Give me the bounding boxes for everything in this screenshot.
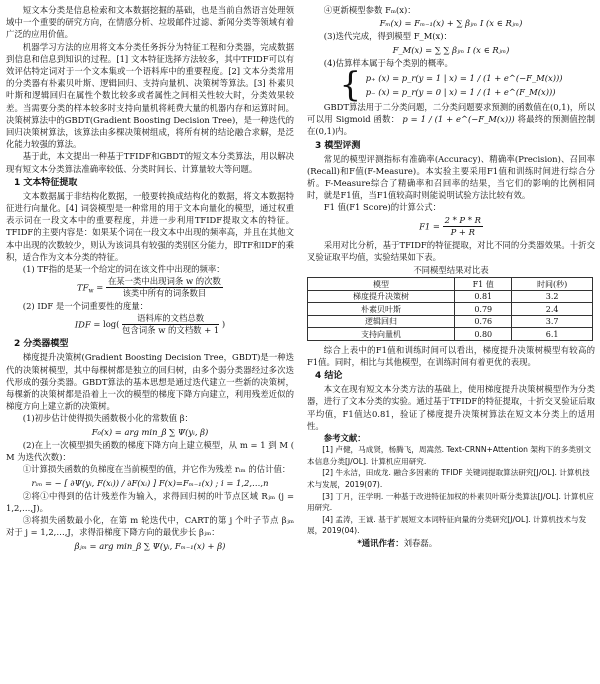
table-cell: 0.76 [455,315,512,328]
tf-lhs: TF [77,282,89,293]
f1-numerator: 2 * P * R [444,214,481,225]
f1-intro: F1 值(F1 Score)的计算公式： [323,202,441,213]
table-header: 模型 [308,278,455,291]
f1-denominator: P + R [450,226,475,237]
f1-lhs: F1 [419,221,431,232]
author-name: 刘春磊。 [403,537,438,548]
f1-equation: F1 = $\frac{2 * P * R}{P + R}$ [419,214,481,237]
reference-item: [2] 牛永洁，田成龙. 融合多因素的 TFIDF 关键词提取算法研究[J/OL]. 计算机技术与发展，2019(07). [307,468,590,489]
references-heading: 参考文献： [323,432,366,443]
table-cell: 3.7 [512,315,593,328]
final-model-step: (3)迭代完成，得到模型 F_M(x)： [323,31,452,42]
table-cell: 0.81 [455,290,512,303]
table-cell: 0.79 [455,303,512,316]
idf-equation [6,313,294,336]
step2-paragraph: (2)在上一次模型损失函数的梯度下降方向上建立模型，从 m = 1 到 M ( M 为迭代次数)： [6,439,294,463]
beta-equation: βⱼₘ = arg min_β ∑ Ψ(yᵢ, Fₘ₋₁(x) + β) [74,540,226,551]
comparison-paragraph: 采用对比分析，基于TFIDF的特征提取，对比不同的分类器效果。十折交叉验证取平均值，实验结果如下表。 [307,239,595,262]
ml-methods-paragraph: 机器学习方法的应用将文本分类任务拆分为特征工程和分类器，完成数据到信息和信息到知识的过程。[1] 文本特征选择方法较多，其中TFIDF可以有效评估特定词对于一个文本集或一个语料库中的重要程度。[2] 文本分类常用的分类器有朴素贝叶斯、逻辑回归、支持向量机、决策树等算法。[3] 朴素贝叶斯和逻辑回归在属性个数比较多或者属性之间相关性较大时，分类效果较差。当需要分类的样本较多时支持向量机将耗费大量的机器内存和运算时间。决策树算法中的GBDT(Gradient Boosting Decision Tree)，是一种迭代的回归决策树算法，该算法由多棵决策树组成，将所有树的结论融合求解，是泛化能力较强的算法。 [6,41,294,150]
gbdt-paragraph: 梯度提升决策树(Gradient Boosting Decision Tree，GBDT)是一种迭代的决策树模型，其中每棵树都是独立的回归树，由多个弱分类器经过多次迭代形成的强分类器。GBDT算法的基本思想是通过迭代建立一些新的决策树，每棵新的决策树都是沿着上一次的模型的梯度下降方向建立，利用残差近似的梯度方向上建立新的决策树。 [6,352,294,412]
table-row [308,315,593,328]
table-cell: 2.4 [512,303,593,316]
left-column [6,4,294,553]
table-title: 不同模型结果对比表 [413,265,489,276]
step2b-paragraph: ②将①中得到的估计残差作为输入，求得回归树的叶节点区域 Rⱼₘ (j = 1,2,…,J)。 [6,490,294,513]
table-row [308,303,593,316]
step1-paragraph: (1)初步估计使得损失函数极小化的常数值 β： [22,413,193,424]
table-cell: 3.2 [512,290,593,303]
idf-numerator: 语料库的文档总数 [122,313,219,325]
section-heading-feature-extraction: 1 文本特征提取 [14,177,78,188]
sigmoid-text: GBDT算法用于二分类问题，二分类问题要求预测的函数值在(0,1)，所以可以用 Sigmoid 函数： [307,102,595,125]
reference-item: [1] 卢健，马成贤，杨腾飞，周嵩然. Text-CRNN+Attention 架构下的多类别文本信息分类[J/OL]. 计算机应用研究. [307,445,592,466]
corresponding-author [357,537,595,549]
reference-item: [4] 孟涛，王诚. 基于扩展短文本词特征向量的分类研究[J/OL]. 计算机技术与发展，2019(04). [307,514,587,536]
evaluation-paragraph: 常见的模型评测指标有准确率(Accuracy)、精确率(Precision)、召回率(Recall)和F值(F-Measure)。本实验主要采用F1值和训练时间进行综合分析。F-Measure综合了精确率和召回率的结果，当它们的影响的比例相同时，就是F1值，当F1值较高时则能说明试验方法比较有效。 [307,153,595,201]
results-paragraph: 综合上表中的F1值和训练时间可以看出，梯度提升决策树模型有较高的F1值。同时，相比与其他模型，在训练时间有着更优的表现。 [307,344,595,367]
section-heading-classifier: 2 分类器模型 [14,339,69,350]
section-heading-evaluation: 3 模型评测 [315,140,361,151]
table-cell: 0.80 [455,328,512,341]
author-label: *通讯作者： [357,537,404,548]
tf-fraction [106,276,223,299]
step2c-paragraph: ③将损失函数最小化，在第 m 轮迭代中，CART的第 j 个叶子节点 βⱼₘ 对于 j = 1,2,…,J，求得沿梯度下降方向的最优步长 βⱼₘ： [6,515,294,538]
table-cell: 6.1 [512,328,593,341]
probability-cases [366,71,563,99]
tf-numerator: 在某一类中出现词条 w 的次数 [107,276,221,287]
feature-extraction-paragraph: 文本数据属于非结构化数据，一般要转换成结构化的数据，将文本数据特征进行向量化。[4] 词袋模型是一种常用的用于文本向量化的模型，通过权重表示词在一段文本中的重要程度，并进一步利用TFIDF提取文本的特征。TFIDF的主要内容是：如果某个词在一段文本中出现的频率高，并且在其他文本中出现的次数较少，则认为该词具有较强的类别区分能力，即TF和IDF的乘积，适合作为文本分类的特征。 [6,190,294,262]
table-header: 时间(秒) [512,278,593,291]
table-header-row [308,278,593,291]
table-row [308,290,593,303]
prob-positive: p₊ (x) = p_r(y = 1 | x) = 1 / (1 + e^(−F_M(x))) [365,73,563,84]
idf-denominator: 包含词条 w 的文档数 + 1 [122,325,220,336]
residual-equation: rᵢₘ = − [ ∂Ψ(yᵢ, F(xᵢ)) / ∂F(xᵢ) ] F(x)=Fₘ₋₁(x) ; i = 1,2,…,n [31,477,269,488]
step2a-paragraph: ①计算损失函数的负梯度在当前模型的值，并它作为残差 rᵢₘ 的估计值： [22,464,291,475]
table-cell: 朴素贝叶斯 [308,303,455,316]
f0-equation: F₀(x) = arg min_β ∑ Ψ(yᵢ, β) [91,426,209,437]
proposal-paragraph: 基于此，本文提出一种基于TFIDF和GBDT的短文本分类算法，用以解决现有短文本分类算法准确率较低、分类时间长、计算量较大等问题。 [6,151,294,174]
section-heading-conclusion: 4 结论 [315,371,343,382]
sigmoid-paragraph [307,101,595,138]
prob-negative: p₋ (x) = p_r(y = 0 | x) = 1 / (1 + e^(F_M(x))) [365,87,556,98]
table-cell: 支持向量机 [308,328,455,341]
reference-item: [3] 丁月，汪学明. 一种基于改进特征加权的朴素贝叶斯分类算法[J/OL]. 计算机应用研究. [307,491,594,513]
conclusion-paragraph: 本文在现有短文本分类方法的基础上，使用梯度提升决策树模型作为分类器，进行了文本分类的实验。通过基于TFIDF的特征提取，十折交叉验证后取平均值，F1值达0.81，验证了梯度提升决策树算法在短文本分类上的适用性。 [307,384,595,431]
update-equation: Fₘ(x) = Fₘ₋₁(x) + ∑ βⱼₘ I (x ∈ Rⱼₘ) [379,18,523,29]
sigmoid-formula: p = 1 / (1 + e^(−F_M(x))) [402,114,515,125]
left-brace-icon: { [339,65,362,106]
idf-definition: (2) IDF 是一个词重要性的度量： [22,301,148,312]
tf-definition: (1) TF指的是某一个给定的词在该文件中出现的频率： [22,264,225,275]
tf-denominator: 该类中所有的词条数目 [122,288,207,299]
table-header: F1 值 [455,278,512,291]
probability-system [307,65,595,106]
table-cell: 梯度提升决策树 [308,290,455,303]
probability-step: (4)估算样本属于每个类别的概率。 [323,57,453,68]
idf-close: ) [221,319,226,330]
f1-fraction [443,215,483,238]
update-step: ④更新模型参数 Fₘ(x)： [323,5,416,15]
intro-paragraph: 短文本分类是信息检索和文本数据挖掘的基础，也是当前自然语言处理领域中一个重要的研究方向，在情感分析、垃圾邮件过滤、新闻分类等领域有着广泛的应用价值。 [6,5,294,40]
table-row [308,328,593,341]
tf-equation: $TF_w$ = $\frac{\text{在某一类中出现词条 w 的次数}}{\text{该类中所有的词条数目}}$ [77,276,221,299]
sigmoid-tail: 将最终的预测值控制在(0,1)内。 [307,114,595,137]
final-model-equation: F_M(x) = ∑ ∑ βⱼₘ I (x ∈ Rⱼₘ) [392,44,510,55]
idf-lhs: IDF [74,319,91,330]
right-column [307,4,595,549]
idf-fraction [122,313,219,336]
results-table [307,277,593,341]
table-cell: 逻辑回归 [308,315,455,328]
idf-log: = log( [93,319,120,330]
